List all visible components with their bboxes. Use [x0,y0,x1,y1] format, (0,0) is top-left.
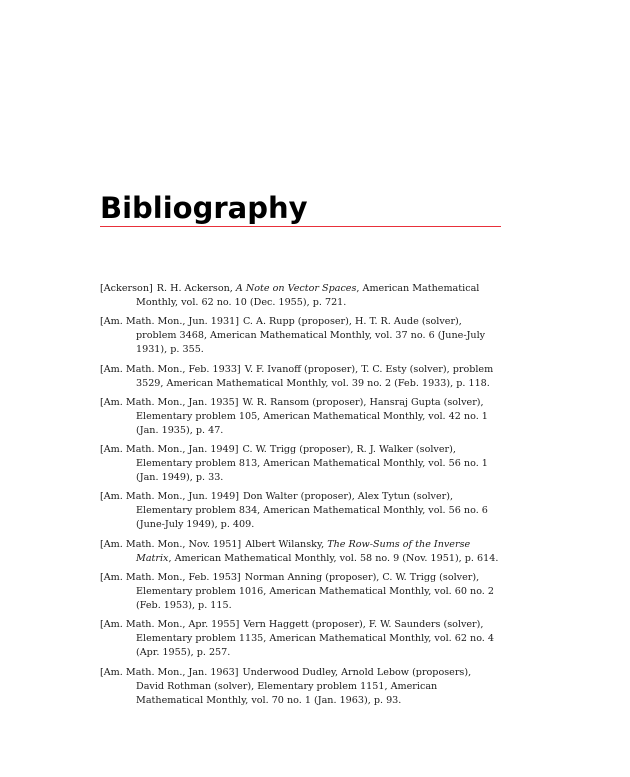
bibliography-list [100,282,501,713]
page-title: Bibliography [100,191,308,225]
citation-key: [Am. Math. Mon., Feb. 1953] [100,572,241,584]
bibliography-entry [100,538,501,566]
entry-title: The Row-Sums of the Inverse Matrix [136,538,471,564]
bibliography-entry [100,363,501,391]
bibliography-entry [100,282,501,310]
entry-authors: C. A. Rupp (proposer), H. T. R. Aude (solver), problem 3468, American Mathematical Monthly, vol. 37 no. 6 (June-July 1931), p. 355. [136,316,486,356]
entry-authors: Don Walter (proposer), Alex Tytun (solver), Elementary problem 834, American Mathematical Monthly, vol. 56 no. 6 (June-July 1949), p. 409. [136,491,488,531]
citation-key: [Am. Math. Mon., Jun. 1949] [100,491,239,503]
citation-key: [Am. Math. Mon., Jan. 1963] [100,666,239,678]
citation-key: [Am. Math. Mon., Feb. 1933] [100,363,241,375]
bibliography-entry [100,443,501,485]
citation-key: [Ackerson] [100,283,153,294]
bibliography-entry [100,618,501,660]
bibliography-entry [100,315,501,357]
entry-authors: Underwood Dudley, Arnold Lebow (proposers), David Rothman (solver), Elementary problem 1151, American Mathematical Monthly, vol. 70 no. 1 (Jan. 1963), p. 93. [136,666,472,706]
entry-title: A Note on Vector Spaces [235,283,357,294]
title-underline [100,226,501,227]
bibliography-entry [100,490,501,532]
bibliography-entry [100,396,501,438]
entry-authors: C. W. Trigg (proposer), R. J. Walker (solver), Elementary problem 813, American Mathematical Monthly, vol. 56 no. 1 (Jan. 1949), p. 33. [136,444,488,484]
entry-publication: , American Mathematical Monthly, vol. 62 no. 10 (Dec. 1955), p. 721. [136,283,480,308]
entry-authors: Albert Wilansky, [245,538,328,550]
citation-key: [Am. Math. Mon., Apr. 1955] [100,619,240,631]
entry-authors: Norman Anning (proposer), C. W. Trigg (solver), Elementary problem 1016, American Mathematical Monthly, vol. 60 no. 2 (Feb. 1953), p. 115. [136,572,495,612]
citation-key: [Am. Math. Mon., Jan. 1949] [100,444,239,456]
bibliography-entry [100,571,501,613]
entry-publication: , American Mathematical Monthly, vol. 58 no. 9 (Nov. 1951), p. 614. [168,552,499,564]
citation-key: [Am. Math. Mon., Nov. 1951] [100,538,242,550]
entry-authors: W. R. Ransom (proposer), Hansraj Gupta (solver), Elementary problem 105, American Mathematical Monthly, vol. 42 no. 1 (Jan. 1935), p. 47. [136,396,488,436]
entry-authors: R. H. Ackerson, [156,283,236,294]
entry-authors: Vern Haggett (proposer), F. W. Saunders (solver), Elementary problem 1135, American Mathematical Monthly, vol. 62 no. 4 (Apr. 1955), p. 257. [136,619,495,659]
bibliography-entry [100,666,501,708]
citation-key: [Am. Math. Mon., Jun. 1931] [100,316,239,328]
citation-key: [Am. Math. Mon., Jan. 1935] [100,396,239,408]
entry-authors: V. F. Ivanoff (proposer), T. C. Esty (solver), problem 3529, American Mathematical Monthly, vol. 39 no. 2 (Feb. 1933), p. 118. [136,363,494,389]
